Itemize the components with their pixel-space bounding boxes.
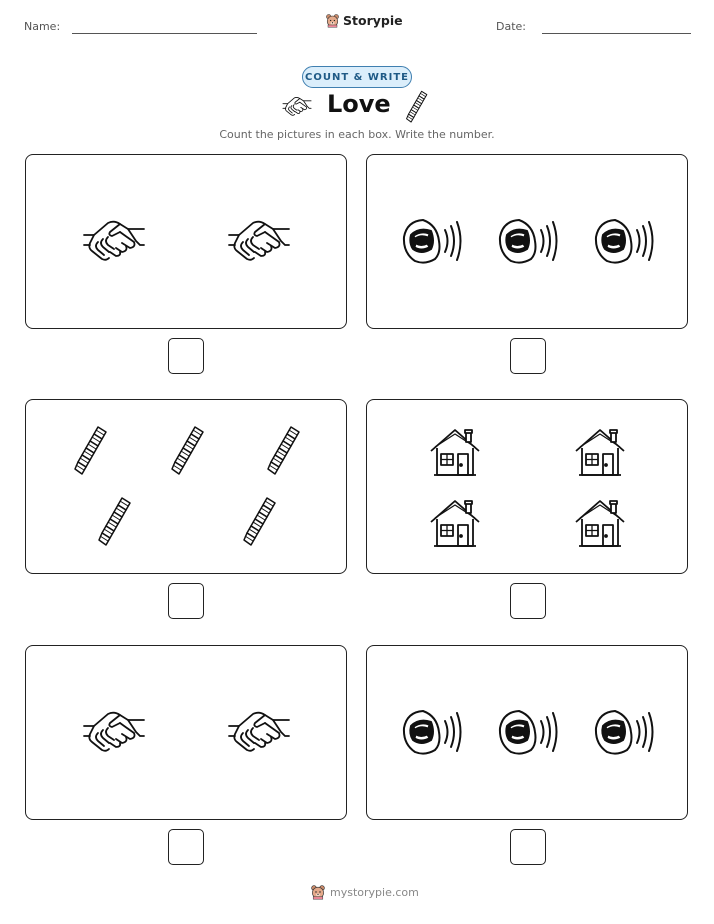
speaking-mouth-icon	[497, 217, 559, 265]
date-field[interactable]	[542, 33, 691, 34]
handshake-icon	[82, 215, 146, 265]
speaking-mouth-icon	[593, 708, 655, 756]
rope-icon	[170, 425, 206, 477]
rope-icon	[242, 496, 278, 548]
count-box-4	[366, 399, 688, 574]
name-label: Name:	[24, 20, 61, 33]
speaking-mouth-icon	[593, 217, 655, 265]
activity-badge: COUNT & WRITE	[302, 66, 412, 88]
house-icon	[574, 498, 626, 548]
answer-box-3[interactable]	[168, 583, 204, 619]
answer-box-4[interactable]	[510, 583, 546, 619]
answer-box-1[interactable]	[168, 338, 204, 374]
handshake-icon	[282, 94, 312, 118]
instructions: Count the pictures in each box. Write the number.	[219, 128, 495, 141]
house-icon	[574, 427, 626, 477]
answer-box-5[interactable]	[168, 829, 204, 865]
rope-icon	[97, 496, 133, 548]
date-label: Date:	[496, 20, 526, 33]
answer-box-2[interactable]	[510, 338, 546, 374]
footer-url[interactable]: mystorypie.com	[330, 885, 419, 899]
rope-icon	[73, 425, 109, 477]
count-box-1	[25, 154, 347, 329]
house-icon	[429, 498, 481, 548]
house-icon	[429, 427, 481, 477]
speaking-mouth-icon	[401, 217, 463, 265]
speaking-mouth-icon	[401, 708, 463, 756]
bear-mascot-icon	[310, 884, 326, 900]
footer	[310, 884, 419, 900]
answer-box-6[interactable]	[510, 829, 546, 865]
bear-mascot-icon	[325, 13, 340, 28]
rope-icon	[405, 90, 429, 124]
brand-logo	[325, 13, 403, 28]
worksheet-title: Love	[327, 90, 391, 118]
handshake-icon	[227, 215, 291, 265]
count-box-5	[25, 645, 347, 820]
name-field[interactable]	[72, 33, 257, 34]
handshake-icon	[227, 706, 291, 756]
handshake-icon	[82, 706, 146, 756]
speaking-mouth-icon	[497, 708, 559, 756]
rope-icon	[266, 425, 302, 477]
brand-name: Storypie	[343, 13, 403, 28]
